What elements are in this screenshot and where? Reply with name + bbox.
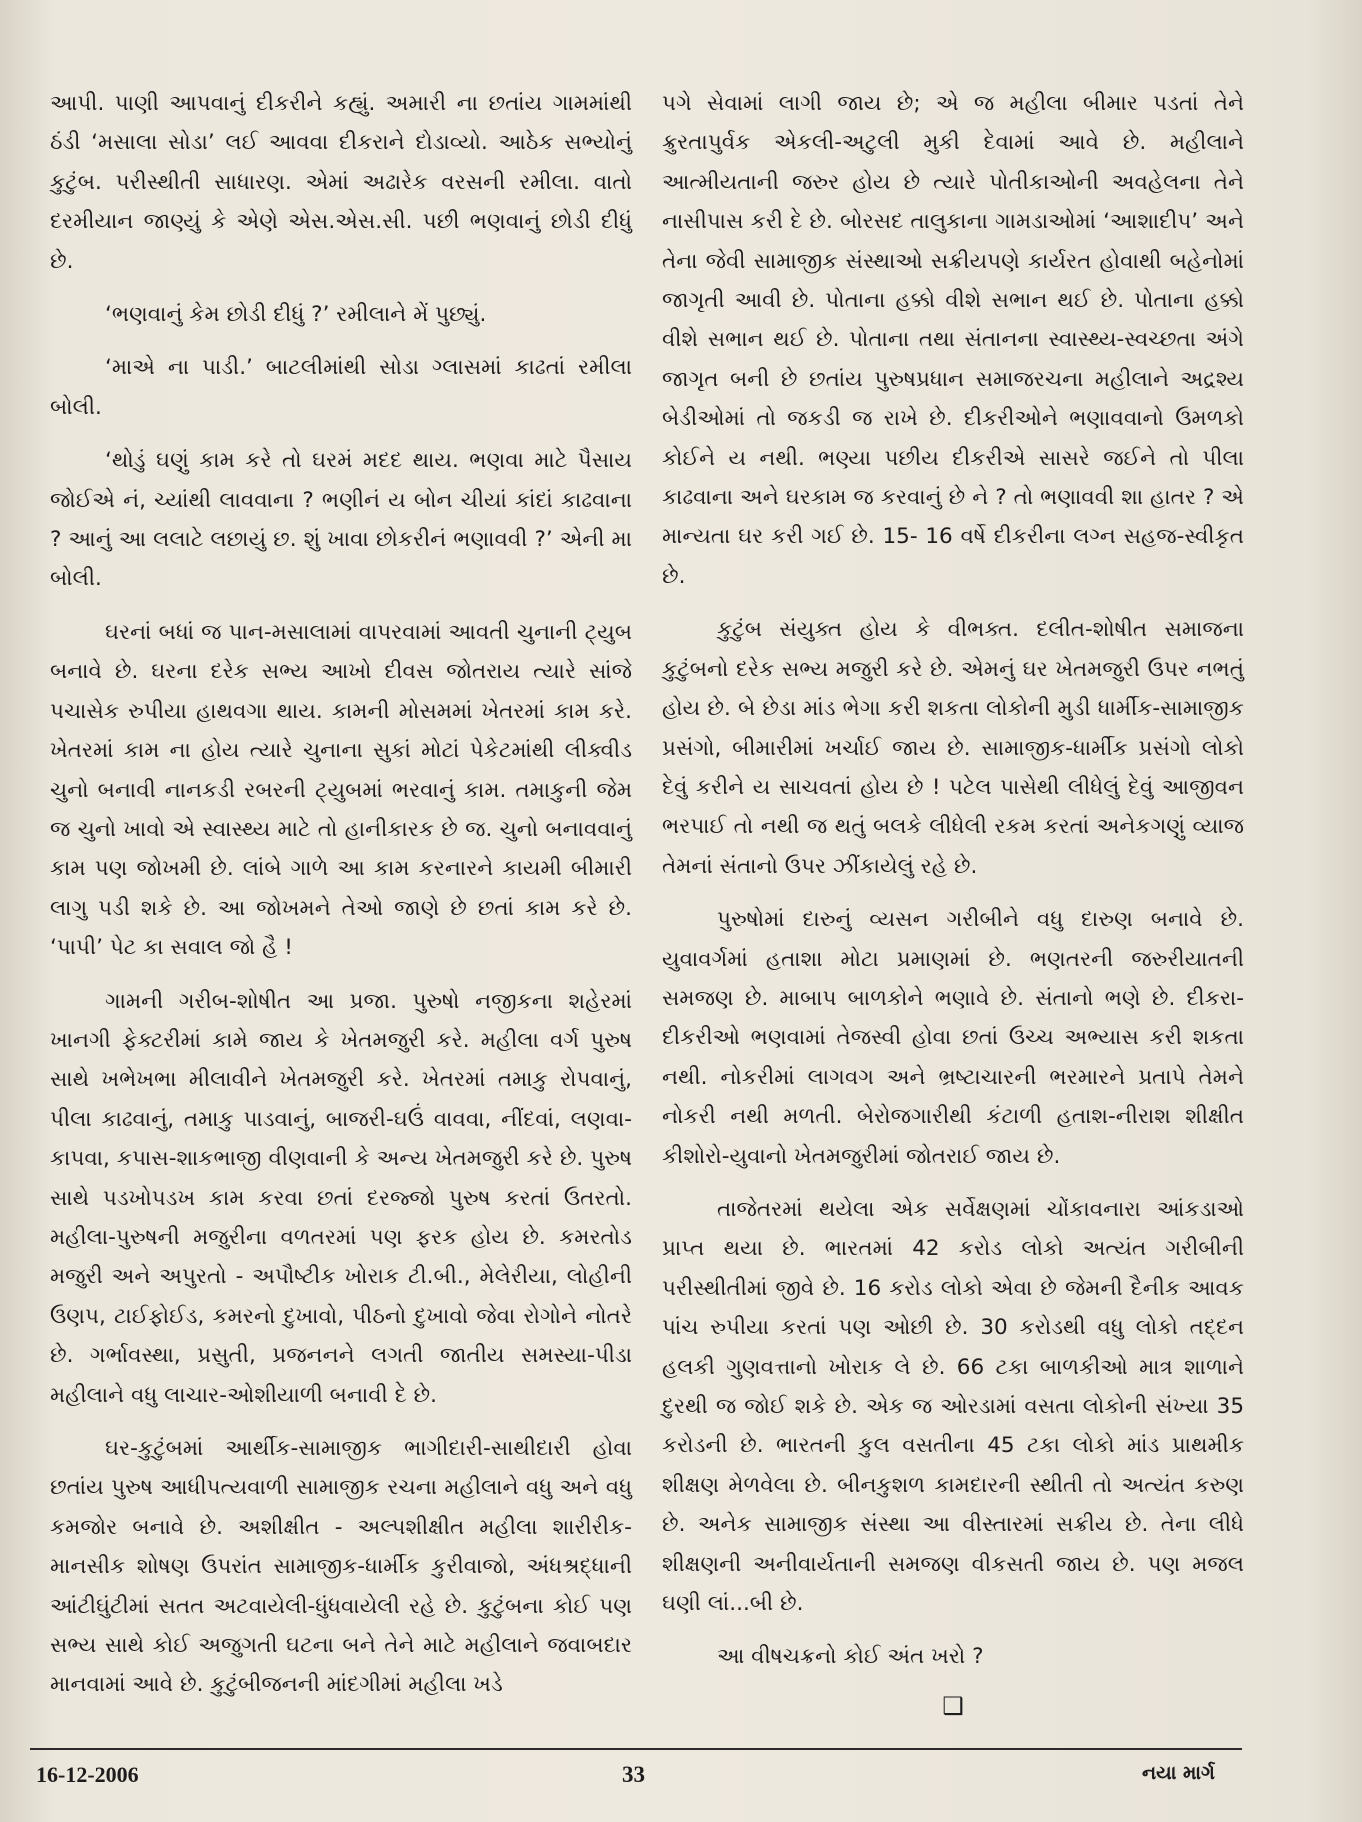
left-column [50,84,632,1719]
paragraph: કુટુંબ સંયુક્ત હોય કે વીભક્ત. દલીત-શોષીત સમાજના કુટુંબનો દરેક સભ્ય મજુરી કરે છે. એમનું ઘર ખેતમજુરી ઉપર નભતું હોય છે. બે છેડા માંડ ભેગા કરી શકતા લોકોની મુડી ધાર્મીક-સામાજીક પ્રસંગો, બીમારીમાં ખર્ચાઈ જાય છે. સામાજીક-ધાર્મીક પ્રસંગો લોકો દેવું કરીને ય સાચવતાં હોય છે ! પટેલ પાસેથી લીધેલું દેવું આજીવન ભરપાઈ તો નથી જ થતું બલકે લીધેલી રકમ કરતાં અનેકગણું વ્યાજ તેમનાં સંતાનો ઉપર ઝીંકાયેલું રહે છે. [662,617,1244,879]
issue-date: 16-12-2006 [36,1762,139,1787]
paragraph: આપી. પાણી આપવાનું દીકરીને કહ્યું. અમારી ના છતાંય ગામમાંથી ઠંડી ‘મસાલા સોડા’ લઈ આવવા દીકરાને દોડાવ્યો. આઠેક સભ્યોનું કુટુંબ. પરીસ્થીતી સાધારણ. એમાં અઢારેક વરસની રમીલા. વાતો દરમીયાન જાણ્યું કે એણે એસ.એસ.સી. પછી ભણવાનું છોડી દીધું છે. [50,91,632,274]
paragraph: ‘ભણવાનું કેમ છોડી દીધું ?’ રમીલાને મેં પુછ્યું. [105,302,487,328]
end-mark-icon: ❑ [942,1691,964,1720]
page-number: 33 [622,1762,645,1787]
magazine-name: નયા માર્ગ [1142,1762,1215,1784]
paragraph: ગામની ગરીબ-શોષીત આ પ્રજા. પુરુષો નજીકના શહેરમાં ખાનગી ફેક્ટરીમાં કામે જાય કે ખેતમજુરી કરે. મહીલા વર્ગ પુરુષ સાથે ખભેખભા મીલાવીને ખેતમજુરી કરે. ખેતરમાં તમાકુ રોપવાનું, પીલા કાઢવાનું, તમાકુ પાડવાનું, બાજરી-ઘઉં વાવવા, નીંદવાં, લણવા-કાપવા, કપાસ-શાકભાજી વીણવાની કે અન્ય ખેતમજુરી કરે છે. પુરુષ સાથે પડખોપડખ કામ કરવા છતાં દરજ્જો પુરુષ કરતાં ઉતરતો. મહીલા-પુરુષની મજુરીના વળતરમાં પણ ફરક હોય છે. કમરતોડ મજુરી અને અપુરતો - અપૌષ્ટીક ખોરાક ટી.બી., મેલેરીયા, લોહીની ઉણપ, ટાઈફોઈડ, કમરનો દુખાવો, પીઠનો દુખાવો જેવા રોગોને નોતરે છે. ગર્ભાવસ્થા, પ્રસુતી, પ્રજનનને લગતી જાતીય સમસ્યા-પીડા મહીલાને વધુ લાચાર-ઓશીયાળી બનાવી દે છે. [50,988,632,1408]
paragraph: ‘માએ ના પાડી.’ બાટલીમાંથી સોડા ગ્લાસમાં કાઢતાં રમીલા બોલી. [50,355,632,420]
paragraph: ઘરનાં બધાં જ પાન-મસાલામાં વાપરવામાં આવતી ચુનાની ટ્યુબ બનાવે છે. ઘરના દરેક સભ્ય આખો દીવસ જોતરાય ત્યારે સાંજે પચાસેક રુપીયા હાથવગા થાય. કામની મોસમમાં ખેતરમાં કામ કરે. ખેતરમાં કામ ના હોય ત્યારે ચુનાના સુકાં મોટાં પેકેટમાંથી લીક્વીડ ચુનો બનાવી નાનકડી રબરની ટ્યુબમાં ભરવાનું કામ. તમાકુની જેમ જ ચુનો ખાવો એ સ્વાસ્થ્ય માટે તો હાનીકારક છે જ. ચુનો બનાવવાનું કામ પણ જોખમી છે. લાંબે ગાળે આ કામ કરનારને કાયમી બીમારી લાગુ પડી શકે છે. આ જોખમને તેઓ જાણે છે છતાં કામ કરે છે. ‘પાપી’ પેટ કા સવાલ જો હૈ ! [50,619,632,961]
paragraph: ઘર-કુટુંબમાં આર્થીક-સામાજીક ભાગીદારી-સાથીદારી હોવા છતાંય પુરુષ આધીપત્યવાળી સામાજીક રચના મહીલાને વધુ અને વધુ કમજોર બનાવે છે. અશીક્ષીત - અલ્પશીક્ષીત મહીલા શારીરીક-માનસીક શોષણ ઉપરાંત સામાજીક-ધાર્મીક કુરીવાજો, અંધશ્રદ્ધાની આંટીઘુંટીમાં સતત અટવાયેલી-ધુંધવાયેલી રહે છે. કુટુંબના કોઈ પણ સભ્ય સાથે કોઈ અજુગતી ઘટના બને તેને માટે મહીલાને જવાબદાર માનવામાં આવે છે. કુટુંબીજનની માંદગીમાં મહીલા ખડે [50,1436,632,1698]
closing-question: આ વીષચક્રનો કોઈ અંત ખરો ? [717,1644,984,1670]
paragraph: પુરુષોમાં દારુનું વ્યસન ગરીબીને વધુ દારુણ બનાવે છે. યુવાવર્ગમાં હતાશા મોટા પ્રમાણમાં છે. ભણતરની જરુરીયાતની સમજણ છે. માબાપ બાળકોને ભણાવે છે. સંતાનો ભણે છે. દીકરા-દીકરીઓ ભણવામાં તેજસ્વી હોવા છતાં ઉચ્ચ અભ્યાસ કરી શકતા નથી. નોકરીમાં લાગવગ અને ભ્રષ્ટાચારની ભરમારને પ્રતાપે તેમને નોકરી નથી મળતી. બેરોજગારીથી કંટાળી હતાશ-નીરાશ શીક્ષીત કીશોરો-યુવાનો ખેતમજુરીમાં જોતરાઈ જાય છે. [662,907,1244,1169]
footer-rule [30,1748,1242,1750]
paragraph: તાજેતરમાં થયેલા એક સર્વેક્ષણમાં ચોંકાવનારા આંકડાઓ પ્રાપ્ત થયા છે. ભારતમાં 42 કરોડ લોકો અત્યંત ગરીબીની પરીસ્થીતીમાં જીવે છે. 16 કરોડ લોકો એવા છે જેમની દૈનીક આવક પાંચ રુપીયા કરતાં પણ ઓછી છે. 30 કરોડથી વધુ લોકો તદ્દન હલકી ગુણવત્તાનો ખોરાક લે છે. 66 ટકા બાળકીઓ માત્ર શાળાને દુરથી જ જોઈ શકે છે. એક જ ઓરડામાં વસતા લોકોની સંખ્યા 35 કરોડની છે. ભારતની કુલ વસતીના 45 ટકા લોકો માંડ પ્રાથમીક શીક્ષણ મેળવેલા છે. બીનકુશળ કામદારની સ્થીતી તો અત્યંત કરુણ છે. અનેક સામાજીક સંસ્થા આ વીસ્તારમાં સક્રીય છે. તેના લીધે શીક્ષણની અનીવાર્યતાની સમજણ વીકસતી જાય છે. પણ મજલ ઘણી લાં...બી છે. [662,1196,1244,1617]
paragraph: પગે સેવામાં લાગી જાય છે; એ જ મહીલા બીમાર પડતાં તેને ક્રુરતાપુર્વક એકલી-અટુલી મુકી દેવામાં આવે છે. મહીલાને આત્મીયતાની જરુર હોય છે ત્યારે પોતીકાઓની અવહેલના તેને નાસીપાસ કરી દે છે. બોરસદ તાલુકાના ગામડાઓમાં ‘આશાદીપ’ અને તેના જેવી સામાજીક સંસ્થાઓ સક્રીયપણે કાર્યરત હોવાથી બહેનોમાં જાગૃતી આવી છે. પોતાના હક્કો વીશે સભાન થઈ છે. પોતાના હક્કો વીશે સભાન થઈ છે. પોતાના તથા સંતાનના સ્વાસ્થ્ય-સ્વચ્છતા અંગે જાગૃત બની છે છતાંય પુરુષપ્રધાન સમાજરચના મહીલાને અદ્રશ્ય બેડીઓમાં તો જકડી જ રાખે છે. દીકરીઓને ભણાવવાનો ઉમળકો કોઈને ય નથી. ભણ્યા પછીય દીકરીએ સાસરે જઈને તો પીલા કાઢવાના અને ઘરકામ જ કરવાનું છે ને ? તો ભણાવવી શા હાતર ? એ માન્યતા ઘર કરી ગઈ છે. 15- 16 વર્ષે દીકરીના લગ્ન સહજ-સ્વીકૃત છે. [662,91,1244,589]
right-column [662,84,1244,1721]
paragraph: ‘થોડું ઘણું કામ કરે તો ઘરમં મદદ થાય. ભણવા માટે પૈસાય જોઈએ નં, ચ્યાંથી લાવવાના ? ભણીનં ય બોન ચીયાં કાંદાં કાઢવાના ? આનું આ લલાટે લછાયું છ. શું ખાવા છોકરીનં ભણાવવી ?’ એની મા બોલી. [50,448,632,592]
